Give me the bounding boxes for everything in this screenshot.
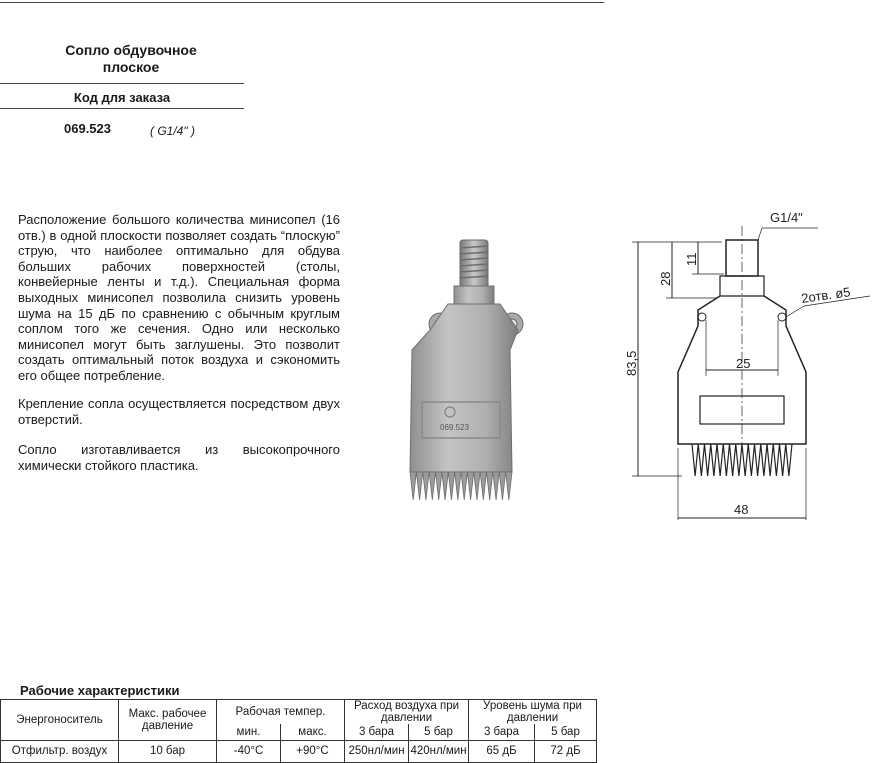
technical-drawing [612, 200, 874, 520]
header-noise: Уровень шума при давлении [469, 700, 597, 725]
specs-title: Рабочие характеристики [20, 683, 180, 698]
cell-flow-3: 250нл/мин [345, 740, 409, 762]
order-code: 069.523 [64, 121, 111, 136]
title-divider [0, 83, 244, 84]
header-temp-min: мин. [217, 724, 281, 740]
cell-medium: Отфильтр. воздух [1, 740, 119, 762]
header-max-pressure: Макс. рабочее давление [119, 700, 217, 741]
description-paragraph-2: Крепление сопла осуществляется посредством двух отверстий. [18, 396, 340, 427]
cell-noise-5: 72 дБ [535, 740, 597, 762]
dimension-48: 48 [734, 502, 749, 517]
specs-table [0, 699, 597, 763]
cell-temp-min: -40°C [217, 740, 281, 762]
thread-dimension: G1/4" [770, 210, 803, 225]
description-paragraph-3: Сопло изготавливается из высокопрочного химически стойкого пластика. [18, 442, 340, 473]
holes-dimension: 2отв. ø5 [800, 284, 852, 306]
dimension-11: 11 [684, 252, 699, 266]
cell-noise-3: 65 дБ [469, 740, 535, 762]
dimension-28: 28 [658, 271, 673, 286]
dimension-25: 25 [736, 356, 751, 371]
order-code-divider [0, 108, 244, 109]
cell-max-pressure: 10 бар [119, 740, 217, 762]
cell-temp-max: +90°C [281, 740, 345, 762]
header-temp: Рабочая темпер. [217, 700, 345, 725]
order-code-label: Код для заказа [73, 90, 171, 105]
description-paragraph-1: Расположение большого количества минисопел (16 отв.) в одной плоскости позволяет создать “плоскую” струю, что наиболее оптимально для обдува больших рабочих поверхностей (столы, конвейерные ленты и т.д.). Специальная форма выходных минисопел позволила снизить уровень шума на 15 дБ по сравнению с обычным круглым соплом того же сечения. Одно или несколько минисопел могут быть заглушены. Это позволит создать оптимальный поток воздуха и сэкономить его общее потребление. [18, 212, 340, 383]
header-medium: Энергоноситель [1, 700, 119, 741]
header-noise-3: 3 бара [469, 724, 535, 740]
header-temp-max: макс. [281, 724, 345, 740]
header-flow-5: 5 бар [409, 724, 469, 740]
cell-flow-5: 420нл/мин [409, 740, 469, 762]
top-border [0, 2, 604, 3]
title-line-2: плоское [102, 59, 160, 75]
nozzle-photo [396, 232, 546, 504]
product-title [28, 42, 234, 76]
title-line-1: Сопло обдувочное [65, 42, 197, 58]
dimension-83-5: 83,5 [624, 350, 639, 376]
header-flow-3: 3 бара [345, 724, 409, 740]
thread-size: ( G1/4" ) [150, 124, 195, 138]
photo-engraving: 069.523 [440, 423, 469, 432]
header-flow: Расход воздуха при давлении [345, 700, 469, 725]
header-noise-5: 5 бар [535, 724, 597, 740]
